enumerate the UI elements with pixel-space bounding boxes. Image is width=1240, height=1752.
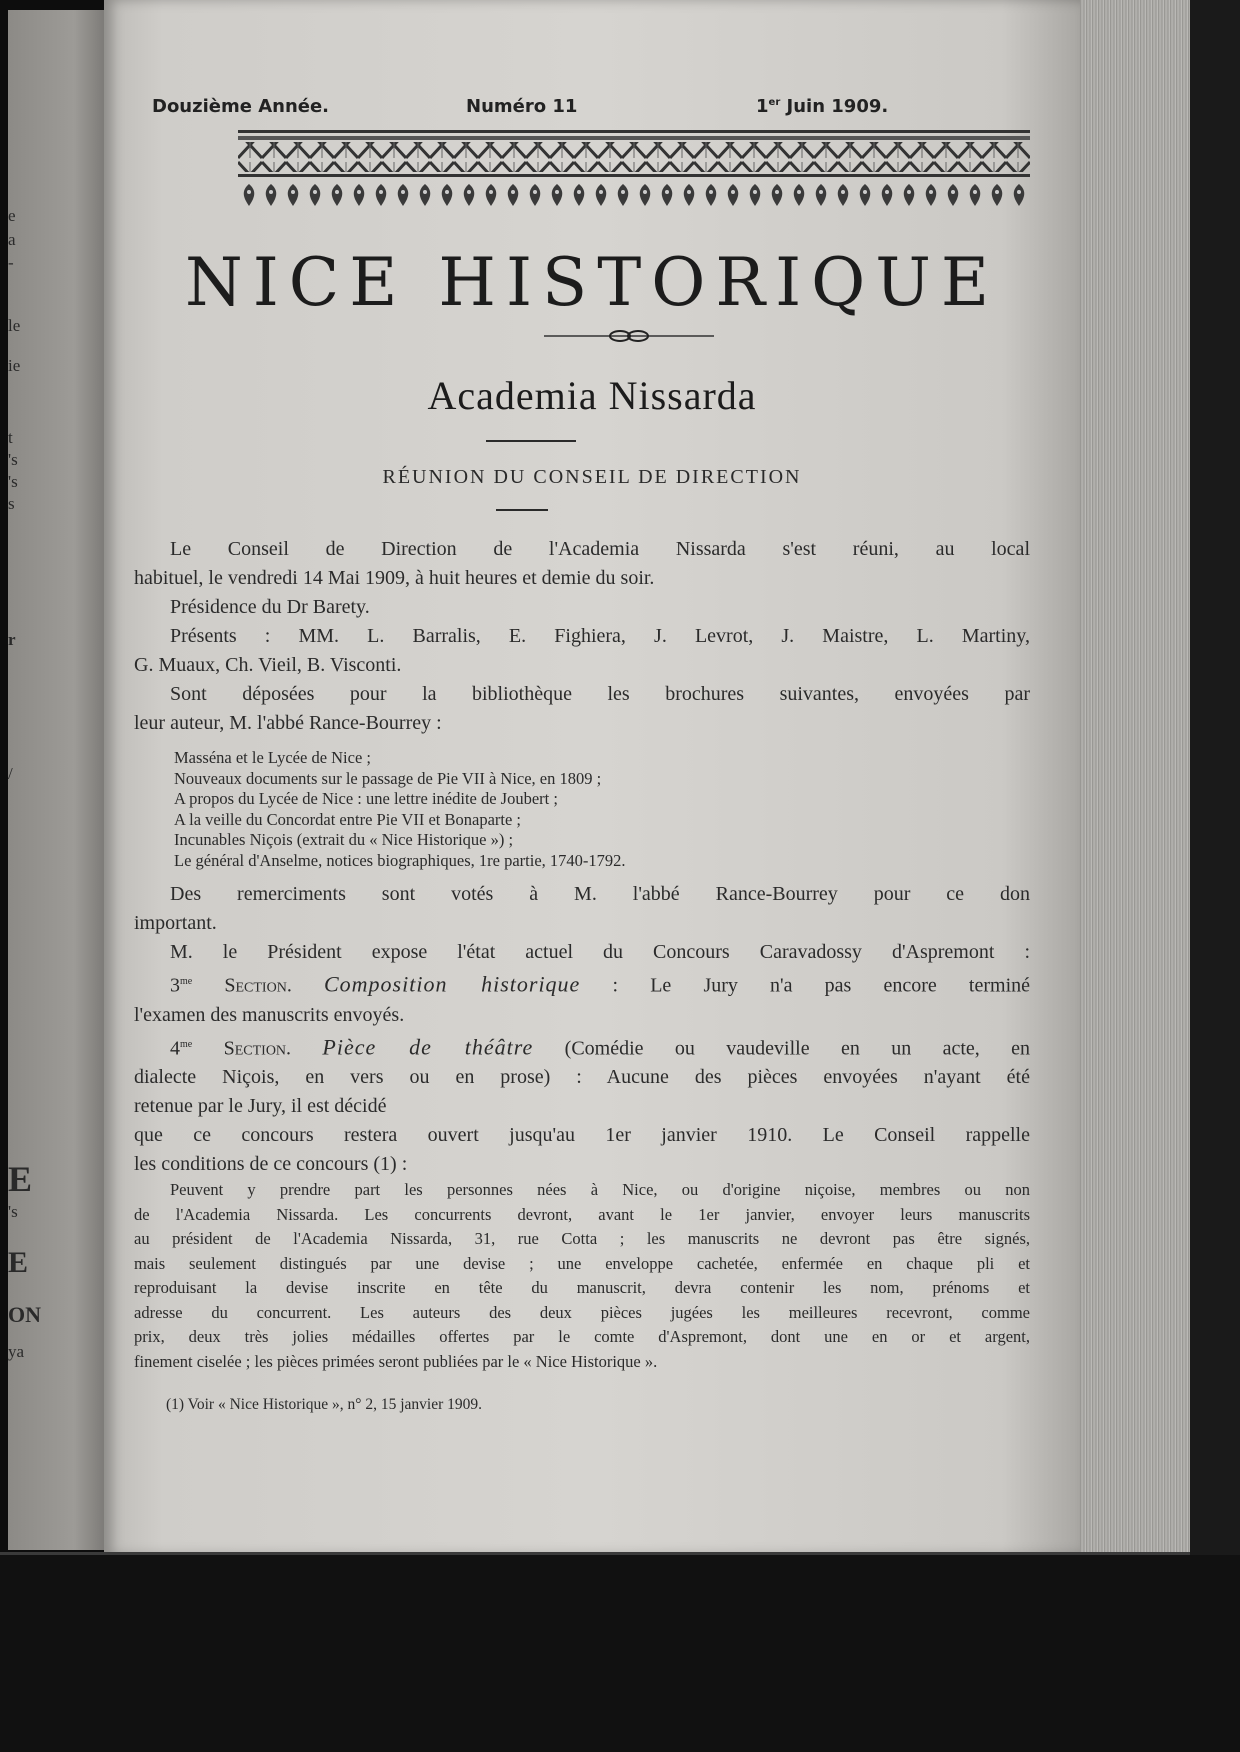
left-fragment: ON — [8, 1302, 41, 1327]
paragraph-intro: Le Conseil de Direction de l'Academia Nissarda s'est réuni, au local habituel, le vendredi 14 Mai 1909, à huit heures et demie du soir. Présidence du Dr Barety. Présents : MM. L. Barralis, E. Fighiera, J. Levrot, J. Maistre, L. Martiny, G. Muaux, Ch. Vieil, B. Visconti. Sont déposées pour la bibliothèque les brochures suivantes, envoyées par leur auteur, M. l'abbé Rance-Bourrey : — [134, 538, 1030, 734]
left-fragment: E — [8, 1246, 29, 1279]
left-fragment: E — [8, 1159, 33, 1199]
list-item: Masséna et le Lycée de Nice ; — [174, 748, 371, 767]
left-fragment: ie — [8, 356, 21, 375]
left-fragment: le — [8, 316, 21, 335]
footnote: (1) Voir « Nice Historique », n° 2, 15 janvier 1909. — [166, 1396, 483, 1413]
adjacent-page-left — [8, 10, 118, 1550]
paragraph-body: Des remerciments sont votés à M. l'abbé Rance-Bourrey pour ce don important. M. le Président expose l'état actuel du Concours Caravadossy d'Aspremont : $3^{me}$ Section. Composition historique : Le Jury n'a pas encore terminé l'examen des manuscrits envoyés. $4^{me}$ Section. Pièce de théâtre (Comédie ou vaudeville en un acte, en dialecte Niçois, en vers ou en prose) : Aucune des pièces envoyées n'ayant été retenue par le Jury, il est décidé que ce concours restera ouvert jusqu'au 1er janvier 1910. Le Conseil rappelle les conditions de ce concours (1) : — [134, 883, 1031, 1176]
document-page — [104, 0, 1080, 1555]
list-item: Incunables Niçois (extrait du « Nice Historique ») ; — [174, 830, 514, 849]
journal-title: NICE HISTORIQUE — [184, 244, 1000, 321]
decorative-ornament-band — [238, 130, 1030, 208]
left-fragment: s — [8, 494, 15, 513]
left-fragment: 's — [8, 1202, 18, 1221]
left-fragment: ya — [8, 1342, 25, 1361]
header-date: 1er Juin 1909. — [756, 96, 889, 117]
left-fragment: a — [8, 230, 16, 249]
brochure-list — [174, 748, 1024, 871]
left-fragment: 's — [8, 450, 18, 469]
rule — [496, 509, 548, 511]
left-fragment: e — [8, 206, 16, 225]
list-item: A propos du Lycée de Nice : une lettre inédite de Joubert ; — [174, 789, 558, 808]
section-title: RÉUNION DU CONSEIL DE DIRECTION — [382, 466, 802, 488]
rule — [486, 440, 576, 442]
list-item: Le général d'Anselme, notices biographiques, 1re partie, 1740-1792. — [174, 850, 626, 870]
header-issue-number: Numéro 11 — [466, 96, 578, 117]
subtitle: Academia Nissarda — [427, 373, 757, 418]
conditions-paragraph: Peuvent y prendre part les personnes nées à Nice, ou d'origine niçoise, membres ou non de l'Academia Nissarda. Les concurrents devront, avant le 1er janvier, envoyer leurs manuscrits au président de l'Academia Nissarda, 31, rue Cotta ; les manuscrits ne devront pas être signés, mais seulement distingués par une devise ; une enveloppe cachetée, enfermée en chaque pli et reproduisant la devise inscrite en tête du manuscrit, devra contenir les nom, prénoms et adresse du concurrent. Les auteurs des deux pièces jugées les meilleures recevront, comme prix, deux très jolies médailles offertes par le comte d'Aspremont, dont une en or et argent, finement ciselée ; les pièces primées seront publiées par le « Nice Historique ». — [134, 1180, 1030, 1371]
left-fragment: r — [8, 630, 16, 649]
list-item: Nouveaux documents sur le passage de Pie VII à Nice, en 1809 ; — [174, 768, 602, 788]
title-divider-ornament — [544, 328, 714, 344]
left-fragment: 's — [8, 472, 18, 491]
left-fragment: - — [8, 253, 14, 272]
header-year: Douzième Année. — [152, 96, 330, 117]
book-cover-edge — [1190, 0, 1240, 1752]
left-fragment: t — [8, 428, 13, 447]
background-dark — [0, 1555, 1240, 1752]
left-fragment: / — [8, 764, 13, 783]
book-page-edges — [1080, 0, 1190, 1600]
list-item: A la veille du Concordat entre Pie VII et Bonaparte ; — [174, 809, 522, 829]
